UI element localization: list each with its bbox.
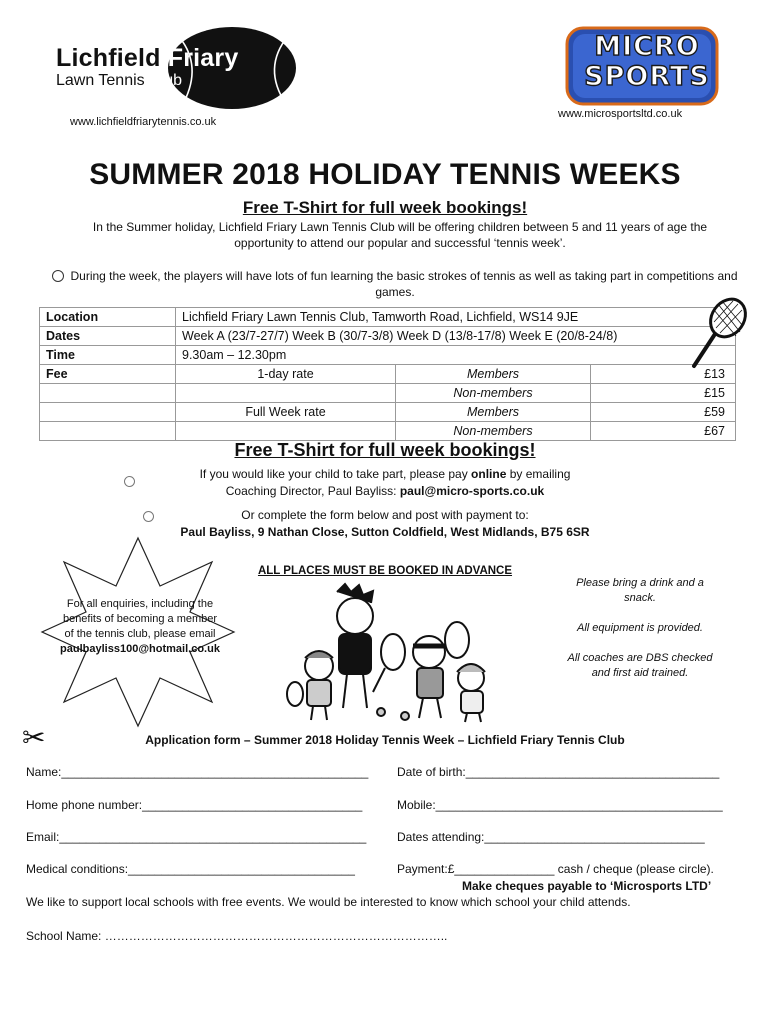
medical-conditions-field[interactable]: Medical conditions:__________________________________ <box>26 862 355 876</box>
mobile-field[interactable]: Mobile:___________________________________________ <box>397 798 723 812</box>
fee-rate: 1-day rate <box>176 365 396 384</box>
coaching-email-link[interactable]: paul@micro-sports.co.uk <box>399 484 545 498</box>
dates-attending-field[interactable]: Dates attending:_________________________________ <box>397 830 705 844</box>
tennis-racket-icon <box>688 296 748 372</box>
name-field[interactable]: Name:______________________________________________ <box>26 765 369 779</box>
schools-text: We like to support local schools with free events. We would be interested to know which school your child attends. <box>26 895 631 909</box>
fee-type: Members <box>396 403 591 422</box>
application-form-title: Application form – Summer 2018 Holiday Tennis Week – Lichfield Friary Tennis Club <box>145 733 625 747</box>
fee-label: Fee <box>40 365 176 384</box>
table-row <box>40 308 736 327</box>
home-phone-field[interactable]: Home phone number:_________________________________ <box>26 798 363 812</box>
equipment-note: All equipment is provided. <box>577 622 703 634</box>
fee-rate <box>176 422 396 441</box>
scissors-icon: ✂ <box>22 722 46 753</box>
lf-logo-text-line2: Lawn Tennis Club <box>56 72 183 89</box>
fee-price: £13 <box>591 365 736 384</box>
location-label: Location <box>40 308 176 327</box>
fee-price: £59 <box>591 403 736 422</box>
fee-price: £15 <box>591 384 736 403</box>
empty-cell <box>40 403 176 422</box>
table-row <box>40 403 736 422</box>
empty-cell <box>40 422 176 441</box>
payment-post-text: Or complete the form below and post with payment to: Paul Bayliss, 9 Nathan Close, Sutton Coldfield, West Midlands, B75 6SR <box>180 508 590 539</box>
tennis-ball-icon <box>52 270 64 282</box>
location-value: Lichfield Friary Lawn Tennis Club, Tamworth Road, Lichfield, WS14 9JE <box>176 308 736 327</box>
lf-website-url: www.lichfieldfriarytennis.co.uk <box>70 116 217 128</box>
fee-price: £67 <box>591 422 736 441</box>
fee-rate: Full Week rate <box>176 403 396 422</box>
dates-label: Dates <box>40 327 176 346</box>
lf-logo-text-line1: Lichfield Friary <box>56 44 239 72</box>
dates-value: Week A (23/7-27/7) Week B (30/7-3/8) Week D (13/8-17/8) Week E (20/8-24/8) <box>176 327 736 346</box>
payment-field[interactable]: Payment:£_______________ cash / cheque (please circle). <box>397 862 714 876</box>
tennis-kids-illustration <box>285 582 510 724</box>
payment-online-text: If you would like your child to take part, please pay online by emailing Coaching Director, Paul Bayliss: paul@micro-sports.co.uk <box>199 467 571 498</box>
table-row <box>40 327 736 346</box>
micro-sports-logo-text: MICRO SPORTS <box>584 31 710 92</box>
page-title: SUMMER 2018 HOLIDAY TENNIS WEEKS <box>89 158 681 191</box>
school-name-field[interactable]: School Name: ………………………………………………………………………….. <box>26 929 448 943</box>
intro-text: In the Summer holiday, Lichfield Friary Lawn Tennis Club will be offering children between 5 and 11 years of age the opportunity to attend our popular and successful ‘tennis week’. <box>92 220 708 250</box>
table-row <box>40 422 736 441</box>
coaches-note: All coaches are DBS checked and first aid trained. <box>567 652 713 679</box>
info-table <box>39 307 736 441</box>
time-value: 9.30am – 12.30pm <box>176 346 736 365</box>
enquiries-text: For all enquiries, including the benefits of becoming a member of the tennis club, please email paulbayliss100@hotmail.co.uk <box>58 597 222 657</box>
dob-field[interactable]: Date of birth:______________________________________ <box>397 765 720 779</box>
fee-type: Non-members <box>396 384 591 403</box>
free-tshirt-heading: Free T-Shirt for full week bookings! <box>242 198 528 217</box>
during-week-text: During the week, the players will have lots of fun learning the basic strokes of tennis as well as taking part in competitions and games. <box>50 268 740 300</box>
bring-drink-note: Please bring a drink and a snack. <box>576 577 704 604</box>
empty-cell <box>40 384 176 403</box>
book-in-advance-notice: ALL PLACES MUST BE BOOKED IN ADVANCE <box>257 565 513 577</box>
time-label: Time <box>40 346 176 365</box>
email-field[interactable]: Email:______________________________________________ <box>26 830 367 844</box>
fee-type: Members <box>396 365 591 384</box>
enquiries-email-link[interactable]: paulbayliss100@hotmail.co.uk <box>60 643 220 655</box>
fee-rate <box>176 384 396 403</box>
table-row <box>40 384 736 403</box>
free-tshirt-heading-2: Free T-Shirt for full week bookings! <box>234 440 536 460</box>
micro-sports-url: www.microsportsltd.co.uk <box>558 108 683 120</box>
table-row <box>40 365 736 384</box>
fee-type: Non-members <box>396 422 591 441</box>
table-row <box>40 346 736 365</box>
cheques-payable-note: Make cheques payable to ‘Microsports LTD’ <box>462 879 712 893</box>
